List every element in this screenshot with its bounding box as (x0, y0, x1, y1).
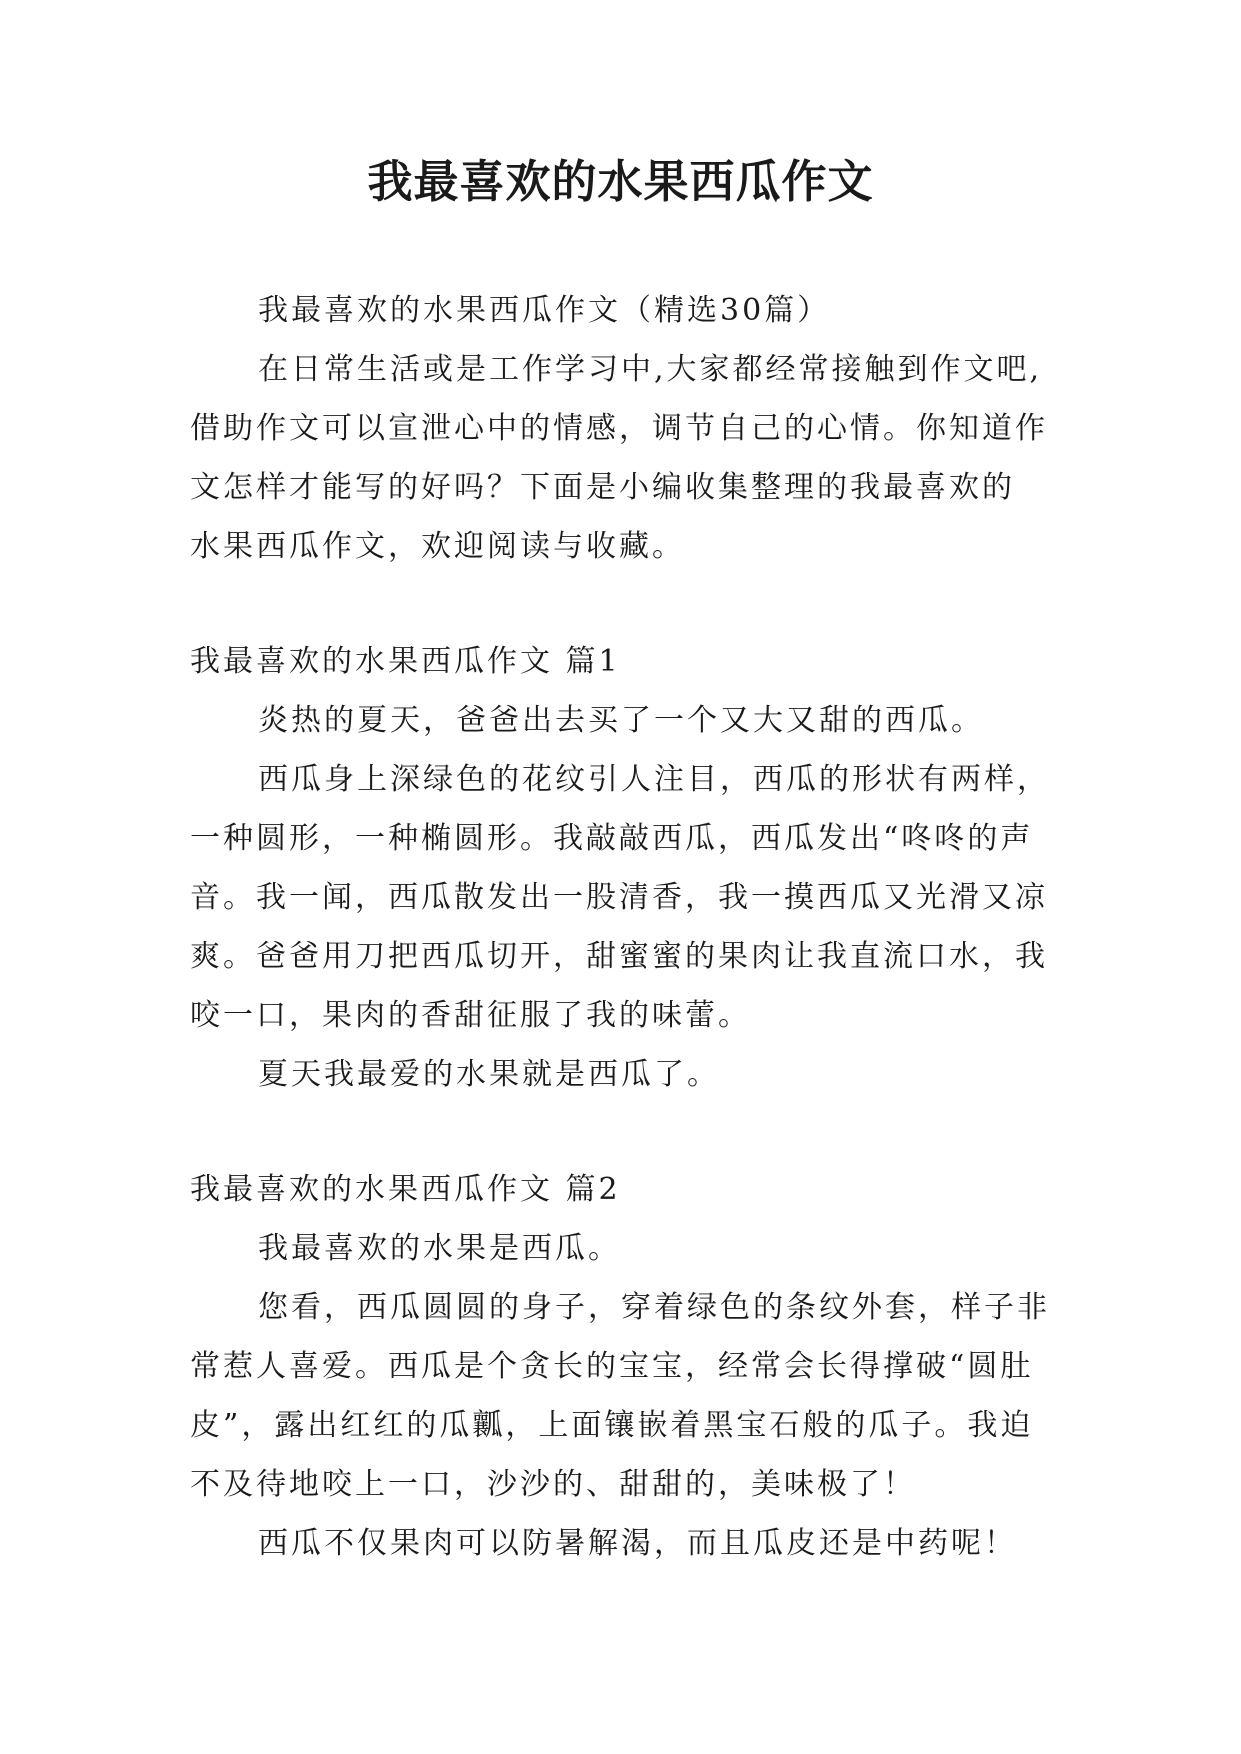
document-title: 我最喜欢的水果西瓜作文 (367, 155, 874, 208)
section1-line: 炎热的夏天，爸爸出去买了一个又大又甜的西瓜。 (258, 703, 984, 738)
intro-line: 借助作文可以宣泄心中的情感，调节自己的心情。你知道作 (190, 411, 1048, 446)
intro-line: 水果西瓜作文，欢迎阅读与收藏。 (190, 529, 685, 564)
section1-line: 爽。爸爸用刀把西瓜切开，甜蜜蜜的果肉让我直流口水，我 (190, 939, 1048, 974)
section1-line: 夏天我最爱的水果就是西瓜了。 (258, 1057, 720, 1092)
section1-line: 一种圆形，一种椭圆形。我敲敲西瓜，西瓜发出“咚咚的声 (190, 821, 1034, 856)
section2-line: 您看，西瓜圆圆的身子，穿着绿色的条纹外套，样子非 (258, 1290, 1050, 1325)
section2-line: 不及待地咬上一口，沙沙的、甜甜的，美味极了！ (190, 1467, 916, 1502)
section2-line: 常惹人喜爱。西瓜是个贪长的宝宝，经常会长得撑破“圆肚 (190, 1349, 1034, 1384)
section2-line: 我最喜欢的水果是西瓜。 (258, 1231, 621, 1266)
intro-line: 文怎样才能写的好吗？下面是小编收集整理的我最喜欢的 (190, 470, 1015, 505)
section1-line: 音。我一闻，西瓜散发出一股清香，我一摸西瓜又光滑又凉 (190, 880, 1048, 915)
section2-line: 皮”，露出红红的瓜瓤，上面镶嵌着黑宝石般的瓜子。我迫 (190, 1408, 1034, 1443)
section-heading: 我最喜欢的水果西瓜作文 篇1 (190, 644, 621, 679)
document-subtitle: 我最喜欢的水果西瓜作文（精选30篇） (258, 293, 831, 328)
section1-line: 咬一口，果肉的香甜征服了我的味蕾。 (190, 998, 751, 1033)
section1-line: 西瓜身上深绿色的花纹引人注目，西瓜的形状有两样， (258, 762, 1050, 797)
section-heading: 我最喜欢的水果西瓜作文 篇2 (190, 1172, 621, 1207)
section2-line: 西瓜不仅果肉可以防暑解渴，而且瓜皮还是中药呢！ (258, 1526, 1017, 1561)
intro-line: 在日常生活或是工作学习中,大家都经常接触到作文吧, (258, 352, 1043, 387)
